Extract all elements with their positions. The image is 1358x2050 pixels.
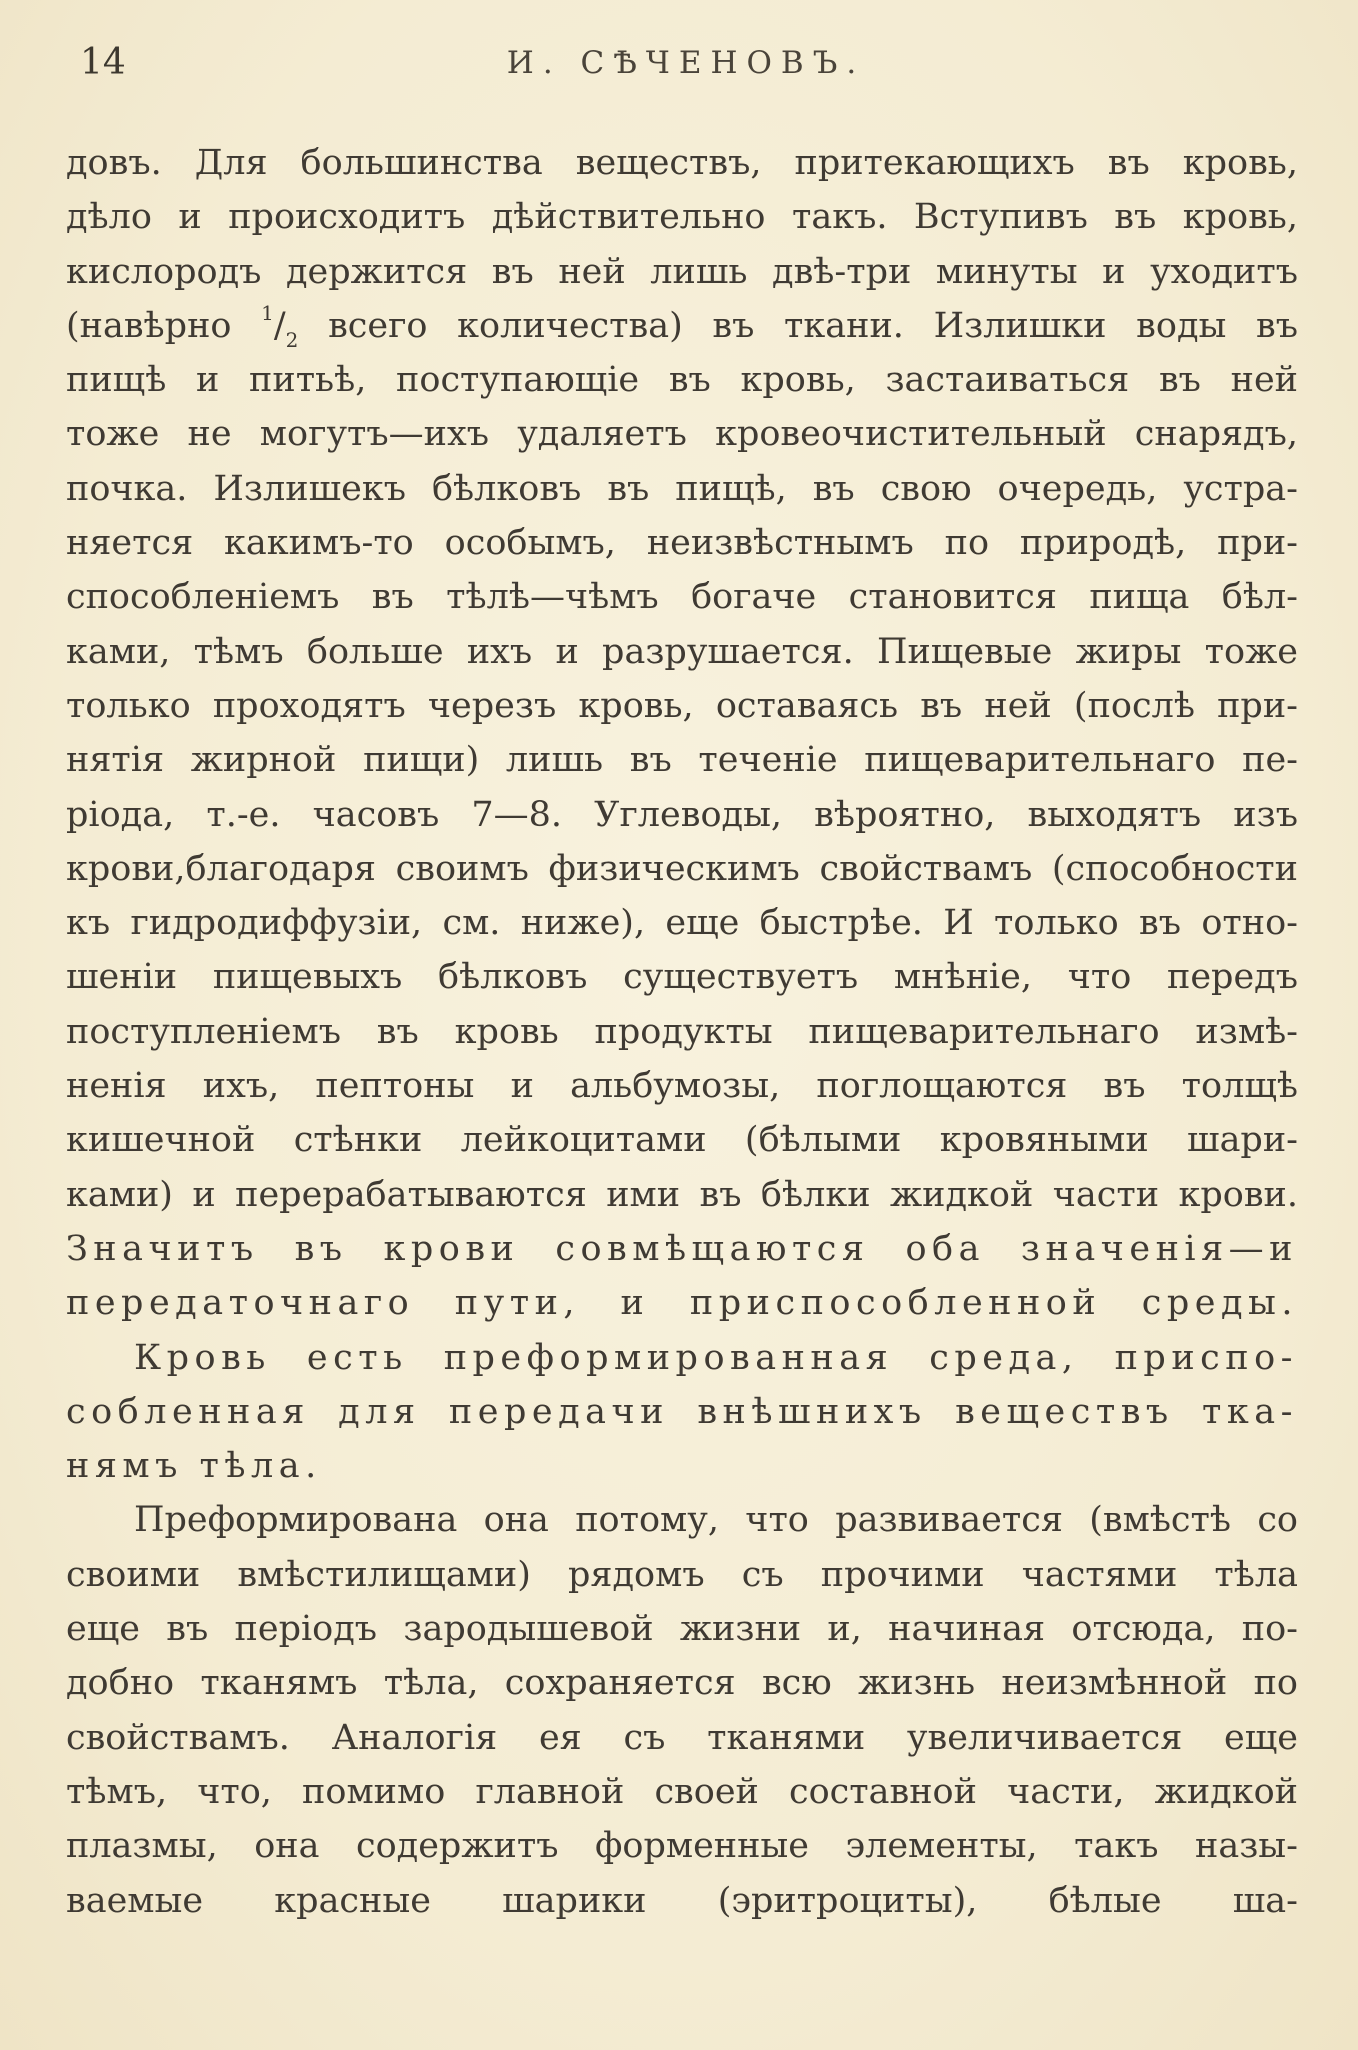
text-line: ками, тѣмъ больше ихъ и разрушается. Пищевые жиры тоже xyxy=(66,631,1298,672)
page-number: 14 xyxy=(80,42,126,83)
text-line-fraction: (навѣрно $^1/_2$ всего количества) въ ткани. Излишки воды въ xyxy=(66,301,1298,352)
text-line: еще въ періодъ зародышевой жизни и, начиная отсюда, по- xyxy=(66,1609,1298,1650)
text-line: нятія жирной пищи) лишь въ теченіе пищеварительнаго пе- xyxy=(66,740,1298,781)
text-line: ріода, т.-е. часовъ 7—8. Углеводы, вѣроятно, выходятъ изъ xyxy=(66,794,1298,835)
text-line: поступленіемъ въ кровь продукты пищеварительнаго измѣ- xyxy=(66,1011,1298,1052)
text-line: свойствамъ. Аналогія ея съ тканями увеличивается еще xyxy=(66,1717,1298,1758)
text-line: своими вмѣстилищами) рядомъ съ прочими частями тѣла xyxy=(66,1554,1298,1595)
text-line: дѣло и происходитъ дѣйствительно такъ. Вступивъ въ кровь, xyxy=(66,197,1298,238)
body-text xyxy=(66,136,1298,1928)
text-line: Преформирована она потому, что развивается (вмѣстѣ со xyxy=(134,1500,1298,1541)
text-line: ваемые красные шарики (эритроциты), бѣлые ша- xyxy=(66,1880,1298,1921)
text-line: добно тканямъ тѣла, сохраняется всю жизнь неизмѣнной по xyxy=(66,1663,1298,1704)
page-header xyxy=(80,38,1292,88)
text-line: къ гидродиффузіи, см. ниже), еще быстрѣе. И только въ отно- xyxy=(66,903,1298,944)
text-line-spaced: передаточнаго пути, и приспособленной среды. xyxy=(66,1283,1298,1324)
text-line: плазмы, она содержитъ форменные элементы, такъ назы- xyxy=(66,1826,1298,1867)
text-line-spaced: Кровь есть преформированная среда, приспо- xyxy=(134,1337,1298,1378)
text-line: пищѣ и питьѣ, поступающіе въ кровь, застаиваться въ ней xyxy=(66,360,1298,401)
text-line: довъ. Для большинства веществъ, притекающихъ въ кровь, xyxy=(66,143,1298,183)
text-line: тоже не могутъ—ихъ удаляетъ кровеочистительный снарядъ, xyxy=(66,414,1298,455)
text-line: тѣмъ, что, помимо главной своей составной части, жидкой xyxy=(66,1771,1298,1812)
text-line-spaced: Значитъ въ крови совмѣщаются оба значенія—и xyxy=(66,1228,1298,1269)
text-line: крови,благодаря своимъ физическимъ свойствамъ (способности xyxy=(66,848,1298,889)
text-line: кислородъ держится въ ней лишь двѣ-три минуты и уходитъ xyxy=(66,251,1298,292)
half-fraction: $^1/_2$ xyxy=(261,301,299,352)
text-line: ками) и перерабатываются ими въ бѣлки жидкой части крови. xyxy=(66,1174,1298,1215)
text-line: только проходятъ черезъ кровь, оставаясь въ ней (послѣ при- xyxy=(66,685,1298,726)
text-line: почка. Излишекъ бѣлковъ въ пищѣ, въ свою очередь, устра- xyxy=(66,468,1298,509)
text-line: способленіемъ въ тѣлѣ—чѣмъ богаче становится пища бѣл- xyxy=(66,577,1298,618)
text-line: шеніи пищевыхъ бѣлковъ существуетъ мнѣніе, что передъ xyxy=(66,957,1298,998)
text-line: няется какимъ-то особымъ, неизвѣстнымъ по природѣ, при- xyxy=(66,523,1298,564)
running-title: И. СѢЧЕНОВЪ. xyxy=(506,45,866,81)
text-line: ненія ихъ, пептоны и альбумозы, поглощаются въ толщѣ xyxy=(66,1066,1298,1107)
text-line: кишечной стѣнки лейкоцитами (бѣлыми кровяными шари- xyxy=(66,1120,1298,1161)
text-line-spaced: нямъ тѣла. xyxy=(66,1446,322,1487)
text-line-spaced: собленная для передачи внѣшнихъ веществъ тка- xyxy=(66,1391,1298,1432)
